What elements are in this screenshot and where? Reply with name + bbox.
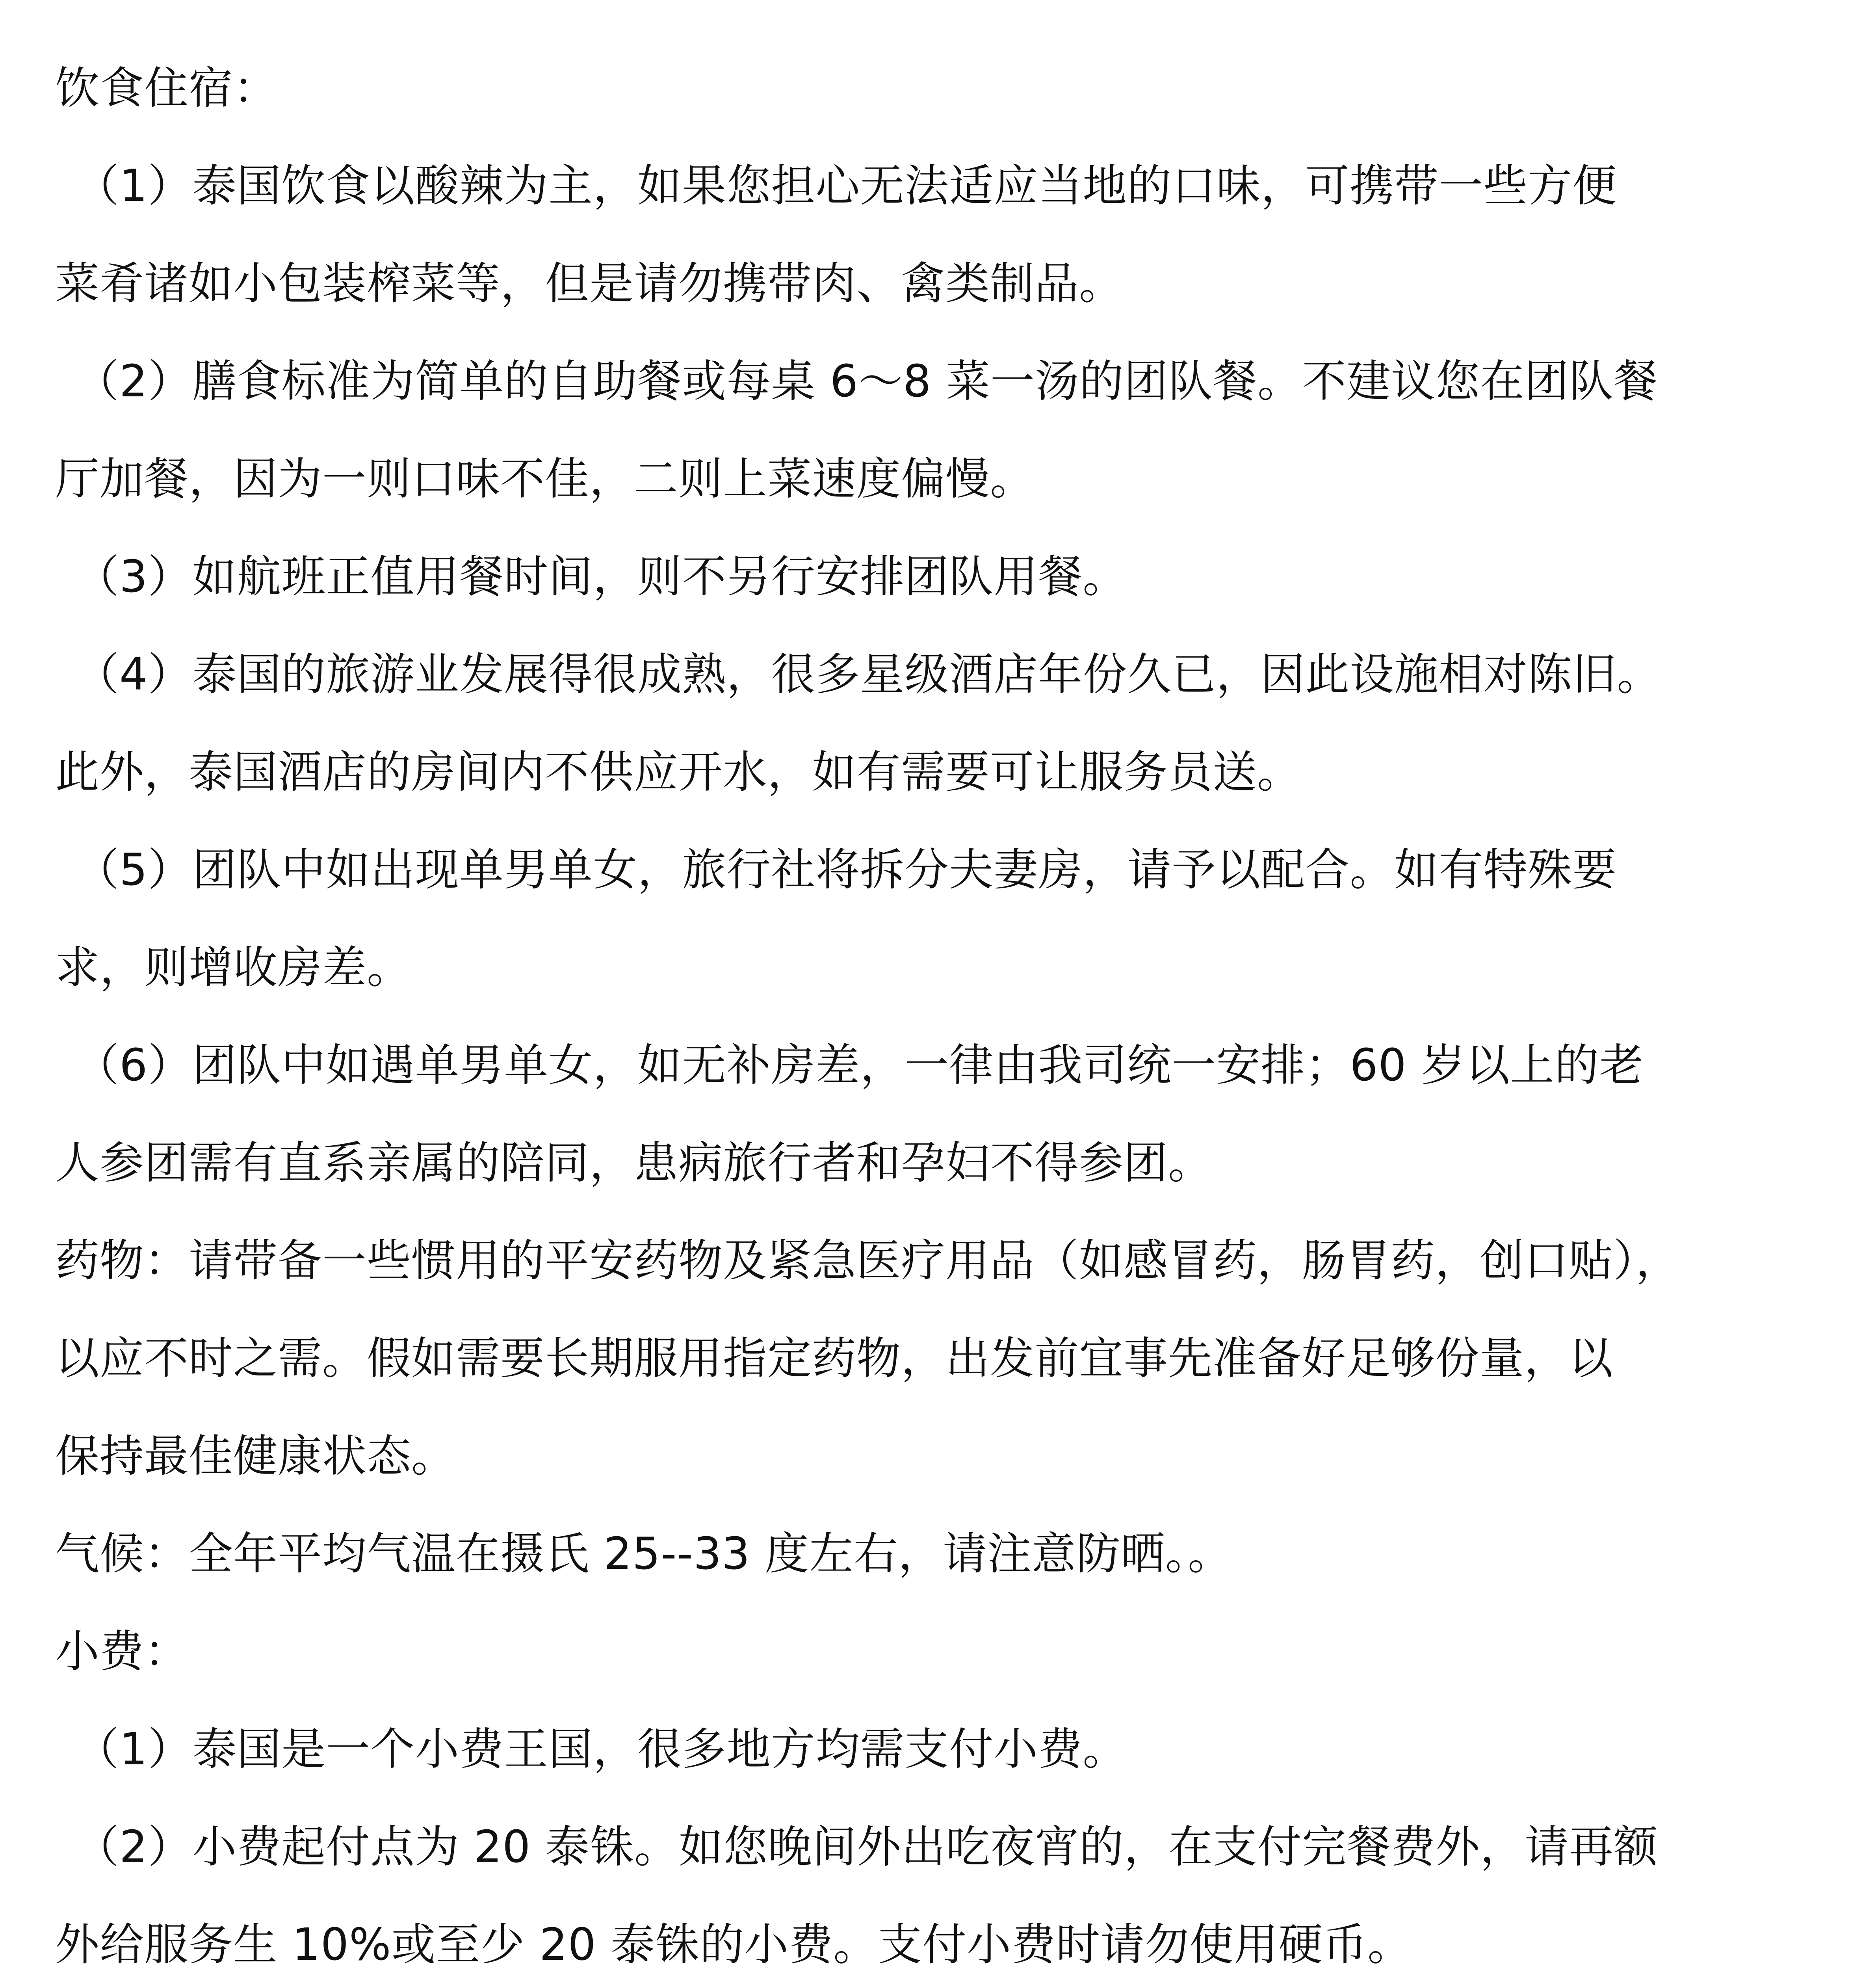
paragraph-line: （4）泰国的旅游业发展得很成熟，很多星级酒店年份久已，因此设施相对陈旧。: [75, 649, 1662, 700]
paragraph-line: （3）如航班正值用餐时间，则不另行安排团队用餐。: [75, 551, 1127, 602]
paragraph-line: （1）泰国是一个小费王国，很多地方均需支付小费。: [75, 1724, 1127, 1775]
paragraph-line: （2）小费起付点为 20 泰铢。如您晚间外出吃夜宵的，在支付完餐费外，请再额: [75, 1821, 1658, 1873]
paragraph-line: 菜肴诸如小包装榨菜等，但是请勿携带肉、禽类制品。: [55, 258, 1124, 309]
paragraph-line: 求，则增收房差。: [55, 942, 411, 993]
paragraph-line: 外给服务生 10%或至少 20 泰铢的小费。支付小费时请勿使用硬币。: [55, 1919, 1412, 1970]
paragraph-line: 厅加餐，因为一则口味不佳，二则上菜速度偏慢。: [55, 453, 1035, 505]
paragraph-line: 此外，泰国酒店的房间内不供应开水，如有需要可让服务员送。: [55, 747, 1302, 798]
paragraph-line: 人参团需有直系亲属的陪同，患病旅行者和孕妇不得参团。: [55, 1137, 1213, 1189]
paragraph-line: （2）膳食标准为简单的自助餐或每桌 6～8 菜一汤的团队餐。不建议您在团队餐: [75, 356, 1658, 407]
paragraph-line: 以应不时之需。假如需要长期服用指定药物，出发前宜事先准备好足够份量，以: [55, 1333, 1613, 1384]
section-heading-tips: 小费：: [55, 1626, 189, 1677]
section-heading-food-lodging: 饮食住宿：: [55, 63, 278, 114]
paragraph-line: （6）团队中如遇单男单女，如无补房差，一律由我司统一安排；60 岁以上的老: [75, 1040, 1644, 1091]
paragraph-line: （5）团队中如出现单男单女，旅行社将拆分夫妻房，请予以配合。如有特殊要: [75, 844, 1617, 896]
paragraph-line: （1）泰国饮食以酸辣为主，如果您担心无法适应当地的口味，可携带一些方便: [75, 160, 1617, 212]
section-heading-medicine: 药物：请带备一些惯用的平安药物及紧急医疗用品（如感冒药，肠胃药，创口贴），: [55, 1235, 1680, 1286]
document-body: [55, 39, 1820, 1970]
paragraph-line: 保持最佳健康状态。: [55, 1431, 456, 1482]
section-heading-climate: 气候：全年平均气温在摄氏 25--33 度左右，请注意防晒。。: [55, 1528, 1233, 1580]
